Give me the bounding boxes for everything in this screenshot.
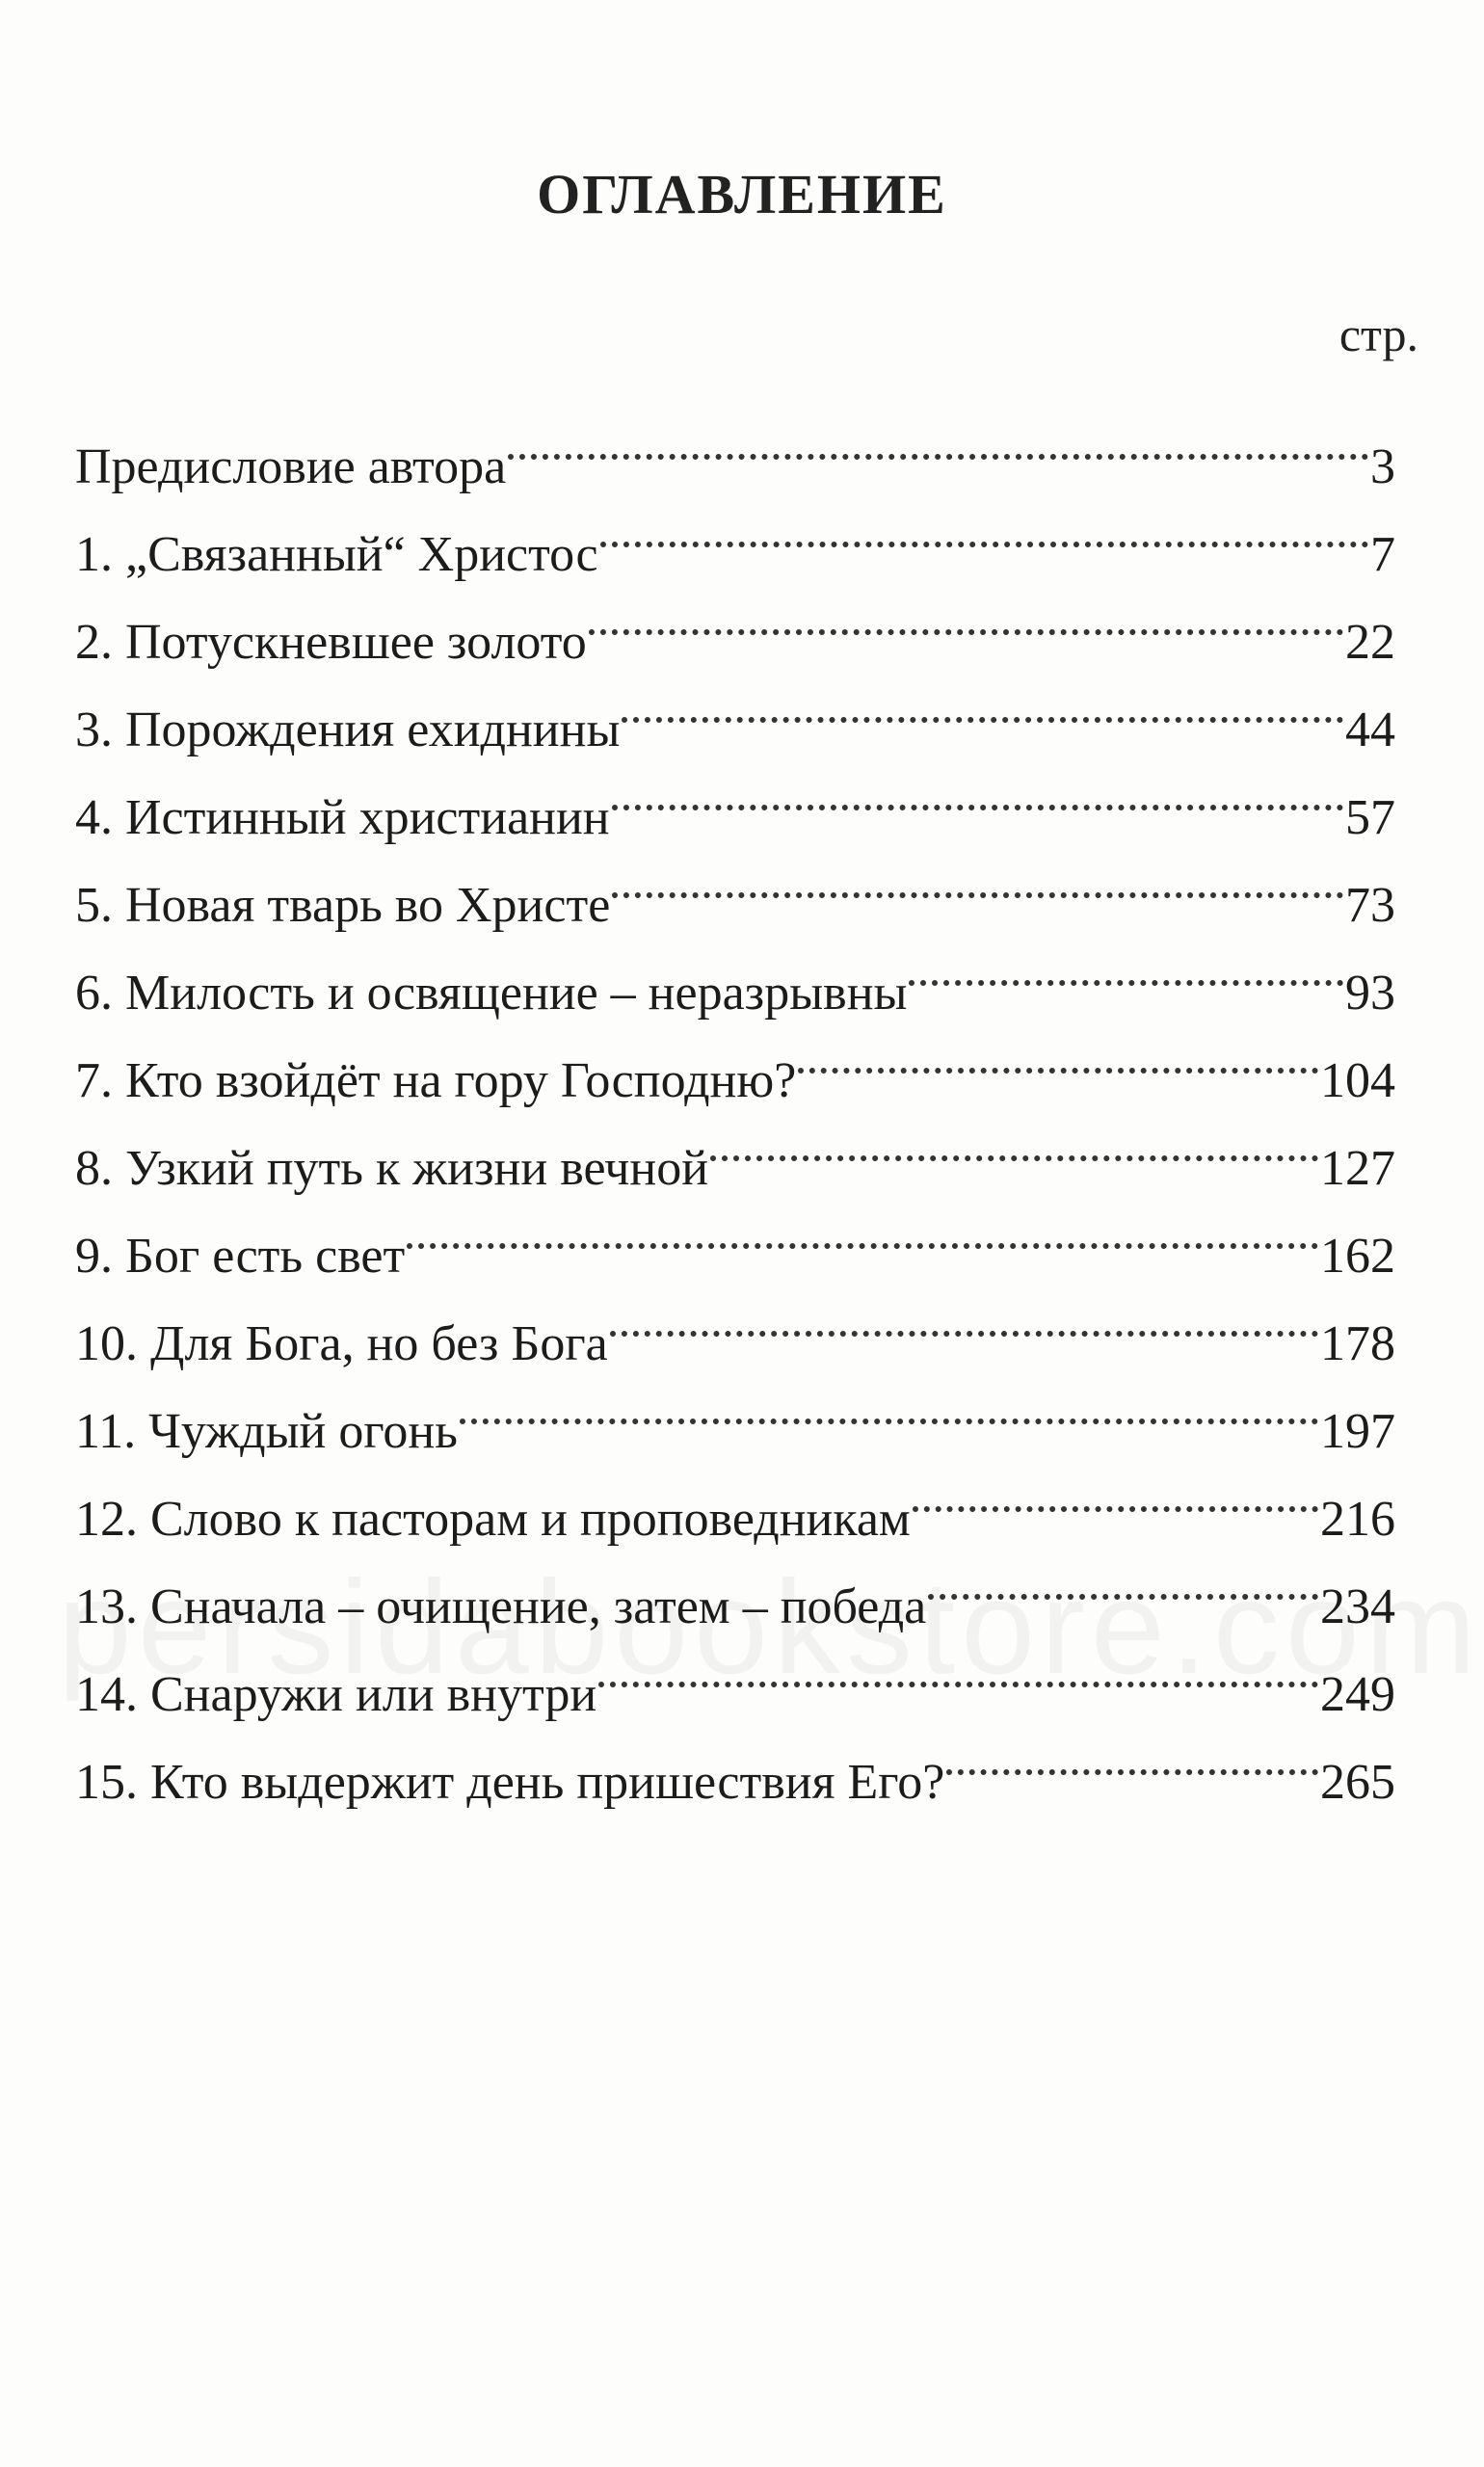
toc-entry [75,483,1395,582]
dot-leader [710,1097,1318,1184]
toc-entry-label: 13. Сначала – очищение, затем – победа [75,1579,927,1634]
toc-entry-page: 3 [1370,439,1395,494]
toc-entry-label: 10. Для Бога, но без Бога [75,1316,608,1371]
toc-entry-label: 2. Потускневшее золото [75,615,587,670]
dot-leader [460,1360,1318,1447]
toc-entry-label: 4. Истинный христианин [75,790,610,845]
toc-entry [75,1009,1395,1108]
dot-leader [909,921,1343,1009]
toc-entry [75,1360,1395,1459]
toc-entry-page: 93 [1345,966,1395,1021]
toc-entry [75,1184,1395,1284]
toc-entry-page: 73 [1345,878,1395,933]
toc-entry-label: 15. Кто выдержит день пришествия Его? [75,1755,945,1810]
dot-leader [622,658,1343,746]
toc-entry-page: 22 [1345,615,1395,670]
toc-entry-page: 57 [1345,790,1395,845]
toc-entry-page: 44 [1345,703,1395,757]
dot-leader [913,1447,1318,1535]
dot-leader [612,746,1343,834]
toc-entry-label: Предисловие автора [75,439,507,494]
toc-entry [75,921,1395,1021]
toc-entry-page: 7 [1370,527,1395,582]
toc-entry-label: 11. Чуждый огонь [75,1404,458,1459]
toc-entry [75,570,1395,670]
toc-entry-label: 1. „Связанный“ Христос [75,527,598,582]
toc-entry-page: 104 [1320,1053,1395,1108]
toc-entry [75,395,1395,494]
toc-entry-label: 14. Снаружи или внутри [75,1667,597,1722]
toc-entry [75,1711,1395,1810]
toc-entry-label: 6. Милость и освящение – неразрывны [75,966,908,1021]
dot-leader [508,395,1368,483]
toc-entry-page: 178 [1320,1316,1395,1371]
dot-leader [407,1184,1318,1272]
toc-entry-page: 216 [1320,1492,1395,1547]
toc-entry-label: 5. Новая тварь во Христе [75,878,611,933]
toc-entry-label: 3. Порождения ехиднины [75,703,621,757]
toc-entry-page: 249 [1320,1667,1395,1722]
toc-entry-label: 7. Кто взойдёт на гору Господню? [75,1053,797,1108]
page-column-label: стр. [1338,307,1418,361]
dot-leader [600,483,1368,570]
watermark [58,1552,1482,1705]
toc-entry [75,746,1395,845]
dot-leader [610,1272,1318,1360]
page-title: ОГЛАВЛЕНИЕ [537,163,947,225]
toc-entry-page: 234 [1320,1579,1395,1634]
toc-entry-page: 265 [1320,1755,1395,1810]
dot-leader [612,834,1343,921]
toc-entry-label: 8. Узкий путь к жизни вечной [75,1141,709,1196]
dot-leader [798,1009,1318,1097]
toc-entry-label: 12. Слово к пасторам и проповедникам [75,1492,911,1547]
toc-entry-page: 197 [1320,1404,1395,1459]
toc-entry [75,1272,1395,1371]
toc-entry-page: 127 [1320,1141,1395,1196]
toc-entry-page: 162 [1320,1229,1395,1284]
toc-entry [75,1097,1395,1196]
dot-leader [589,570,1343,658]
toc-entry [75,1447,1395,1547]
toc-entry-label: 9. Бог есть свет [75,1229,406,1284]
toc-entry [75,834,1395,933]
dot-leader [946,1711,1318,1798]
toc-entry [75,658,1395,757]
